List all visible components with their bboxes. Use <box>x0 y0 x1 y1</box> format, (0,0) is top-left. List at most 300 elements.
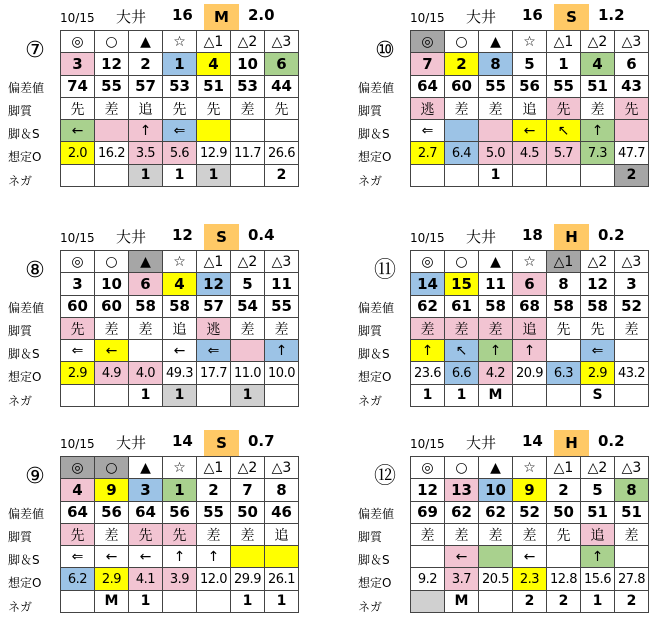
grid-row-arr <box>411 340 649 362</box>
grid-cell: ⇐ <box>61 546 95 568</box>
row-label: 脚質 <box>358 103 383 118</box>
grid-cell <box>197 590 231 612</box>
runner-grid <box>410 30 649 187</box>
grid-cell: ← <box>513 546 547 568</box>
runner-grid <box>60 456 299 613</box>
grid-cell: 55 <box>95 75 129 97</box>
grid-cell: 57 <box>197 295 231 317</box>
grid-cell: 53 <box>163 75 197 97</box>
grid-cell: 1 <box>129 384 163 406</box>
grid-cell: 13 <box>445 479 479 501</box>
race-date: 10/15 <box>60 231 95 245</box>
grid-cell: 11 <box>479 273 513 295</box>
grid-cell: 6.4 <box>445 142 479 164</box>
grid-cell <box>479 590 513 612</box>
grid-cell: ← <box>445 546 479 568</box>
grid-cell: 1 <box>479 164 513 186</box>
grid-cell: 7 <box>411 53 445 75</box>
grid-cell <box>411 590 445 612</box>
grid-cell <box>547 546 581 568</box>
label-spacer <box>0 456 60 479</box>
grid-cell: 47.7 <box>615 142 649 164</box>
race-number: ⑧ <box>25 258 45 283</box>
grid-cell <box>231 120 265 142</box>
grid-cell: 74 <box>61 75 95 97</box>
grid-cell: 5 <box>581 479 615 501</box>
row-labels <box>350 250 410 413</box>
grid-cell: 2.7 <box>411 142 445 164</box>
grid-cell <box>615 120 649 142</box>
grid-cell: 12 <box>411 479 445 501</box>
grid-cell: 29.9 <box>231 568 265 590</box>
grid-cell: 2.0 <box>61 142 95 164</box>
runner-count: 12 <box>172 226 193 244</box>
label-spacer <box>0 30 60 53</box>
label-spacer <box>350 53 410 76</box>
runner-grid <box>60 250 299 407</box>
row-label: 脚＆S <box>358 127 390 142</box>
grid-cell: ← <box>61 120 95 142</box>
grid-row-kq <box>411 523 649 545</box>
grid-cell: 11 <box>265 273 299 295</box>
grid-cell: ⇐ <box>197 340 231 362</box>
grid-cell: 追 <box>581 523 615 545</box>
grid-cell: △2 <box>231 251 265 273</box>
grid-row-nums <box>61 479 299 501</box>
grid-cell: △3 <box>615 457 649 479</box>
grid-cell: 9.2 <box>411 568 445 590</box>
grid-cell: 差 <box>479 523 513 545</box>
grid-cell: 6 <box>129 273 163 295</box>
grid-cell: 先 <box>61 523 95 545</box>
grade-value: 2.0 <box>248 6 275 24</box>
grid-cell: 先 <box>163 97 197 119</box>
row-label: 偏差値 <box>358 300 395 315</box>
grid-cell: 差 <box>445 317 479 339</box>
grid-row-ng <box>61 590 299 612</box>
grid-cell: 64 <box>61 501 95 523</box>
grid-row-ng <box>61 384 299 406</box>
grid-cell: 2 <box>129 53 163 75</box>
grid-row-kq <box>61 317 299 339</box>
grid-cell: △1 <box>197 251 231 273</box>
grid-cell <box>61 384 95 406</box>
race-number: ⑫ <box>373 464 396 489</box>
grid-cell: ← <box>95 546 129 568</box>
row-label: 偏差値 <box>8 300 45 315</box>
grid-cell: 2 <box>265 164 299 186</box>
grid-cell: 10 <box>231 53 265 75</box>
grid-cell: 4 <box>61 479 95 501</box>
runner-count: 14 <box>172 432 193 450</box>
grid-cell: 68 <box>513 295 547 317</box>
race-date: 10/15 <box>60 437 95 451</box>
grid-cell: △2 <box>231 31 265 53</box>
grid-row-dev <box>61 501 299 523</box>
row-label: 偏差値 <box>8 506 45 521</box>
race-panel <box>358 4 655 209</box>
grid-cell: 20.5 <box>479 568 513 590</box>
grid-row-nums <box>411 479 649 501</box>
race-panel <box>358 224 655 429</box>
row-label: 脚質 <box>358 323 383 338</box>
grid-cell: 52 <box>615 295 649 317</box>
label-spacer <box>350 273 410 296</box>
grid-cell: 先 <box>265 97 299 119</box>
row-label: ネガ <box>8 173 33 188</box>
grid-cell: 9 <box>513 479 547 501</box>
grid-cell: 1 <box>581 590 615 612</box>
grid-cell: 先 <box>129 523 163 545</box>
grid-cell: 差 <box>411 317 445 339</box>
grid-cell <box>231 546 265 568</box>
grade-badge: S <box>554 4 589 30</box>
grid-cell: ☆ <box>163 31 197 53</box>
race-header <box>60 4 370 30</box>
grid-cell: 12 <box>581 273 615 295</box>
grid-cell: 10 <box>95 273 129 295</box>
grid-cell <box>615 546 649 568</box>
grid-cell: △1 <box>547 251 581 273</box>
grid-cell: 55 <box>479 75 513 97</box>
grid-cell: 先 <box>547 317 581 339</box>
grid-cell: ○ <box>95 251 129 273</box>
grid-cell: 4 <box>581 53 615 75</box>
grid-cell: 追 <box>513 97 547 119</box>
grid-cell: S <box>581 384 615 406</box>
row-labels <box>350 456 410 619</box>
grid-cell: 差 <box>581 97 615 119</box>
grid-row-arr <box>411 120 649 142</box>
grid-cell <box>95 120 129 142</box>
grid-cell: ◎ <box>411 251 445 273</box>
grid-cell: ↑ <box>129 120 163 142</box>
grid-cell: 6.2 <box>61 568 95 590</box>
grid-cell: 51 <box>197 75 231 97</box>
grid-cell <box>129 340 163 362</box>
grid-cell: 差 <box>95 523 129 545</box>
grid-cell: 16.2 <box>95 142 129 164</box>
grid-row-nums <box>61 273 299 295</box>
grid-cell: 5.7 <box>547 142 581 164</box>
grid-cell: ⇐ <box>411 120 445 142</box>
grid-cell <box>95 164 129 186</box>
grid-cell <box>197 384 231 406</box>
grade-badge: H <box>554 224 589 250</box>
grid-cell: △3 <box>265 31 299 53</box>
grid-cell: 1 <box>129 164 163 186</box>
grid-row-sym <box>61 457 299 479</box>
grid-cell: ↑ <box>411 340 445 362</box>
grid-cell <box>95 384 129 406</box>
grid-cell: 64 <box>129 501 163 523</box>
grid-cell: ▲ <box>129 251 163 273</box>
grid-cell: ☆ <box>513 251 547 273</box>
grid-cell: 1 <box>163 384 197 406</box>
venue-name: 大井 <box>466 434 497 452</box>
grid-cell: 23.6 <box>411 362 445 384</box>
grade-badge: M <box>204 4 239 30</box>
grid-cell: 9 <box>95 479 129 501</box>
venue-name: 大井 <box>466 228 497 246</box>
grid-cell: △2 <box>581 31 615 53</box>
grid-cell: 27.8 <box>615 568 649 590</box>
grid-cell: ○ <box>95 31 129 53</box>
label-spacer <box>350 479 410 502</box>
row-labels <box>350 30 410 193</box>
row-label: 想定O <box>358 150 392 165</box>
grid-row-arr <box>61 340 299 362</box>
label-spacer <box>350 250 410 273</box>
grid-row-arr <box>411 546 649 568</box>
grid-cell <box>513 384 547 406</box>
label-spacer <box>350 456 410 479</box>
venue-name: 大井 <box>466 8 497 26</box>
grid-cell: 58 <box>547 295 581 317</box>
race-header <box>410 224 665 250</box>
grid-cell: 20.9 <box>513 362 547 384</box>
grid-cell: ◎ <box>411 31 445 53</box>
grid-cell: 4.9 <box>95 362 129 384</box>
grid-cell <box>265 120 299 142</box>
row-label: 偏差値 <box>8 80 45 95</box>
grid-cell: ◎ <box>61 31 95 53</box>
runner-grid <box>410 456 649 613</box>
grid-cell: ◎ <box>411 457 445 479</box>
grid-row-kq <box>411 317 649 339</box>
grid-cell: 差 <box>231 523 265 545</box>
grid-cell <box>411 546 445 568</box>
grid-cell: 差 <box>513 523 547 545</box>
grid-cell: 差 <box>479 317 513 339</box>
grid-cell: ▲ <box>129 457 163 479</box>
grid-cell: 51 <box>615 501 649 523</box>
grid-cell: 12.9 <box>197 142 231 164</box>
grid-cell: 49.3 <box>163 362 197 384</box>
grid-cell: 5.0 <box>479 142 513 164</box>
grid-cell: ☆ <box>513 31 547 53</box>
grid-cell: 先 <box>197 97 231 119</box>
race-number: ⑦ <box>25 38 45 63</box>
row-label: 偏差値 <box>358 80 395 95</box>
race-header <box>410 430 665 456</box>
grid-cell: 15 <box>445 273 479 295</box>
grid-cell: 7 <box>231 479 265 501</box>
grid-cell: 12.0 <box>197 568 231 590</box>
grid-cell: 58 <box>479 295 513 317</box>
grid-cell: 3.9 <box>163 568 197 590</box>
grid-cell: 17.7 <box>197 362 231 384</box>
venue-name: 大井 <box>116 228 147 246</box>
grid-cell: 2 <box>197 479 231 501</box>
grid-cell: 26.6 <box>265 142 299 164</box>
grid-cell: 差 <box>95 317 129 339</box>
grid-cell: 4 <box>163 273 197 295</box>
row-label: 脚＆S <box>358 553 390 568</box>
grid-cell: ← <box>129 546 163 568</box>
grid-row-od <box>411 568 649 590</box>
grid-cell: 1 <box>231 590 265 612</box>
grid-row-dev <box>61 75 299 97</box>
grid-cell: ← <box>163 340 197 362</box>
grid-cell: 2 <box>547 590 581 612</box>
grid-cell: 12 <box>197 273 231 295</box>
grid-cell <box>547 384 581 406</box>
row-labels <box>0 456 60 619</box>
grid-cell: ▲ <box>129 31 163 53</box>
grid-cell: 先 <box>547 97 581 119</box>
grid-cell: 50 <box>231 501 265 523</box>
grid-row-nums <box>411 53 649 75</box>
grid-cell: 差 <box>411 523 445 545</box>
grid-cell: 5.6 <box>163 142 197 164</box>
grid-cell: 差 <box>231 97 265 119</box>
grid-row-od <box>411 362 649 384</box>
grid-cell: 2 <box>615 164 649 186</box>
grid-cell: 1 <box>231 384 265 406</box>
grid-cell: 6.6 <box>445 362 479 384</box>
grid-cell: 11.0 <box>231 362 265 384</box>
grid-row-dev <box>411 75 649 97</box>
race-panel <box>8 224 305 429</box>
grid-cell: ↑ <box>581 546 615 568</box>
grid-cell: ↖ <box>547 120 581 142</box>
grid-row-kq <box>411 97 649 119</box>
row-labels <box>0 30 60 193</box>
grid-cell: 追 <box>163 317 197 339</box>
grid-row-ng <box>411 590 649 612</box>
grid-cell: M <box>479 384 513 406</box>
grid-cell: 11.7 <box>231 142 265 164</box>
race-panel <box>358 430 655 635</box>
grid-cell: 逃 <box>411 97 445 119</box>
grid-cell: ☆ <box>163 251 197 273</box>
grid-cell <box>615 384 649 406</box>
grid-cell: 6 <box>513 273 547 295</box>
grid-cell: 56 <box>95 501 129 523</box>
grid-cell: 逃 <box>197 317 231 339</box>
grid-row-nums <box>411 273 649 295</box>
grade-value: 0.7 <box>248 432 275 450</box>
grid-cell: 2.9 <box>61 362 95 384</box>
grade-badge: S <box>204 430 239 456</box>
grid-row-od <box>61 142 299 164</box>
row-label: 脚質 <box>8 103 33 118</box>
grid-cell: 差 <box>197 523 231 545</box>
grid-cell <box>231 164 265 186</box>
grid-cell: 62 <box>479 501 513 523</box>
grid-cell: ▲ <box>479 457 513 479</box>
grid-cell: 追 <box>129 97 163 119</box>
grid-row-dev <box>61 295 299 317</box>
grid-cell: 3 <box>61 53 95 75</box>
grid-cell: 60 <box>61 295 95 317</box>
grid-cell <box>445 120 479 142</box>
row-label: 脚＆S <box>8 127 40 142</box>
grid-cell: 44 <box>265 75 299 97</box>
row-label: ネガ <box>8 599 33 614</box>
race-number: ⑩ <box>375 38 395 63</box>
grid-cell <box>615 340 649 362</box>
grid-cell: 差 <box>265 317 299 339</box>
grid-row-ng <box>411 164 649 186</box>
grid-cell: 5 <box>231 273 265 295</box>
label-spacer <box>0 479 60 502</box>
grid-cell: 2 <box>547 479 581 501</box>
race-date: 10/15 <box>410 437 445 451</box>
race-panel <box>8 430 305 635</box>
grid-cell: △1 <box>197 457 231 479</box>
grid-cell <box>265 546 299 568</box>
row-label: 想定O <box>358 370 392 385</box>
grid-cell <box>581 164 615 186</box>
grid-cell: 差 <box>95 97 129 119</box>
row-label: ネガ <box>358 393 383 408</box>
race-number: ⑨ <box>25 464 45 489</box>
grid-cell: 4 <box>197 53 231 75</box>
grid-cell: 差 <box>479 97 513 119</box>
grid-cell: 差 <box>445 97 479 119</box>
grid-cell: 先 <box>61 97 95 119</box>
row-label: 脚＆S <box>358 347 390 362</box>
grid-cell: △2 <box>581 251 615 273</box>
grid-cell: 62 <box>411 295 445 317</box>
label-spacer <box>0 53 60 76</box>
grid-cell: △1 <box>547 457 581 479</box>
grid-cell: ☆ <box>513 457 547 479</box>
grid-cell: ⇐ <box>61 340 95 362</box>
grid-cell: 64 <box>411 75 445 97</box>
row-label: 脚質 <box>8 323 33 338</box>
grid-cell <box>197 120 231 142</box>
grid-cell: 3.7 <box>445 568 479 590</box>
grid-cell <box>513 164 547 186</box>
grid-cell: ↑ <box>479 340 513 362</box>
grid-cell: △3 <box>265 251 299 273</box>
grid-cell <box>411 164 445 186</box>
grid-cell: △1 <box>197 31 231 53</box>
grid-cell: ↑ <box>163 546 197 568</box>
grid-cell: 3 <box>129 479 163 501</box>
grid-cell: 2.9 <box>95 568 129 590</box>
grid-cell: △2 <box>231 457 265 479</box>
grid-cell: 4.2 <box>479 362 513 384</box>
race-header <box>410 4 665 30</box>
grid-cell: 14 <box>411 273 445 295</box>
grid-cell: ↑ <box>581 120 615 142</box>
grid-cell: 51 <box>581 501 615 523</box>
grid-cell: ◎ <box>61 457 95 479</box>
grid-cell: 62 <box>445 501 479 523</box>
grid-cell: 43 <box>615 75 649 97</box>
grid-cell: 2 <box>513 590 547 612</box>
grid-cell: 3 <box>61 273 95 295</box>
grid-cell: 51 <box>581 75 615 97</box>
grid-cell: 56 <box>163 501 197 523</box>
grid-cell: △3 <box>265 457 299 479</box>
grid-cell: △2 <box>581 457 615 479</box>
grid-cell: 先 <box>61 317 95 339</box>
row-label: ネガ <box>8 393 33 408</box>
grid-cell: 6 <box>265 53 299 75</box>
grid-cell: 69 <box>411 501 445 523</box>
grid-cell: 60 <box>445 75 479 97</box>
row-label: 脚＆S <box>8 347 40 362</box>
grid-cell: 4.1 <box>129 568 163 590</box>
grid-cell: 4.5 <box>513 142 547 164</box>
runner-grid <box>60 30 299 187</box>
row-labels <box>0 250 60 413</box>
